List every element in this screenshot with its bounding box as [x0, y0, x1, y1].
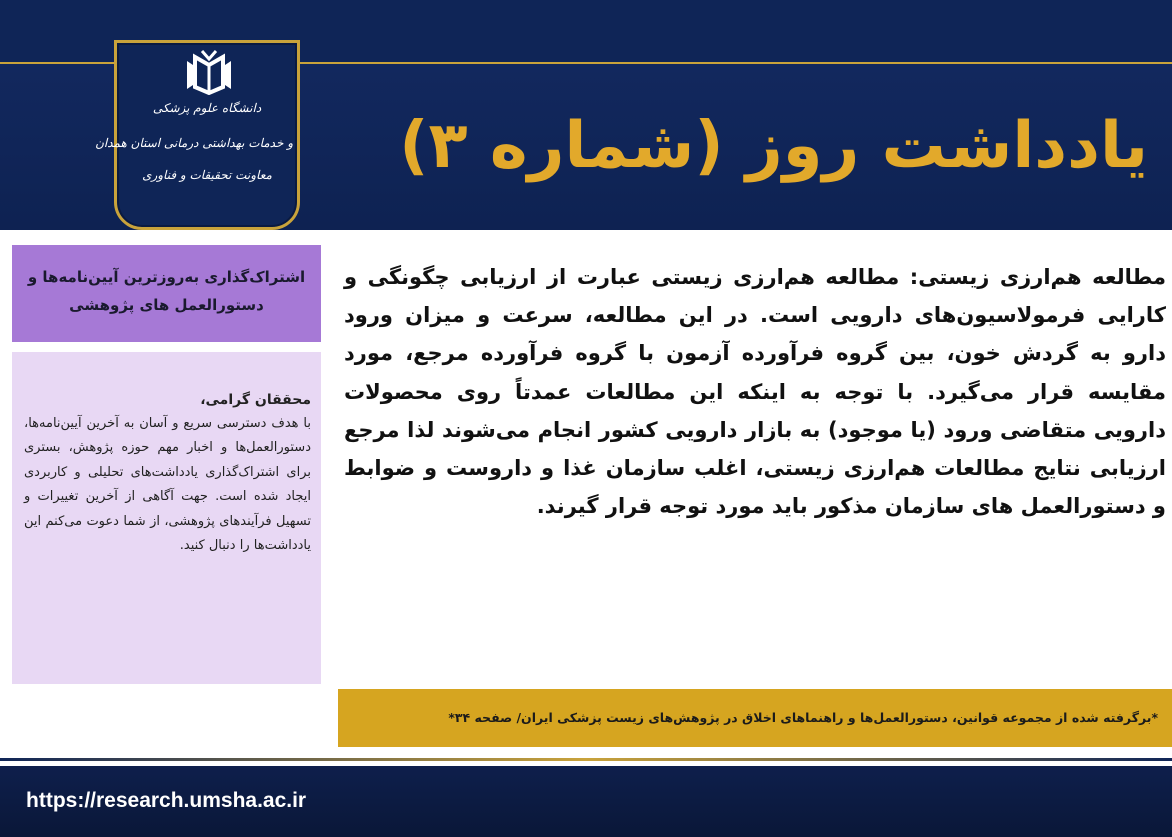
source-footnote: *برگرفته شده از مجموعه قوانین، دستورالعمل‌ها و راهنماهای اخلاق در پژوهش‌های زیست پزشکی ایران/ صفحه ۳۴*	[338, 689, 1172, 747]
footer-divider	[0, 758, 1172, 761]
sidebar-title: اشتراک‌گذاری به‌روزترین آیین‌نامه‌ها و دستورالعمل های پژوهشی	[12, 245, 321, 342]
logo-panel	[95, 40, 300, 230]
main-article-text: مطالعه هم‌ارزی زیستی: مطالعه هم‌ارزی زیستی عبارت از ارزیابی چگونگی و کارایی فرمولاسیون‌های دارویی است. در این مطالعه، سرعت و میزان ورود دارو به گردش خون، بین گروه فرآورده آزمون با گروه فرآورده مرجع، مورد مقایسه قرار می‌گیرد. با توجه به اینکه این مطالعات عمدتاً روی محصولات دارویی متقاضی ورود (یا موجود) به بازار دارویی کشور انجام می‌شوند لذا مرجع ارزیابی نتایج مطالعات هم‌ارزی زیستی، اغلب سازمان غذا و داروست و ضوابط و دستورالعمل های سازمان مذکور باید مورد توجه قرار گیرند.	[344, 265, 1166, 519]
sidebar-text: با هدف دسترسی سریع و آسان به آخرین آیین‌نامه‌ها، دستورالعمل‌ها و اخبار مهم حوزه پژوهش، بستری برای اشتراک‌گذاری یادداشت‌های تحلیلی و کاربردی ایجاد شده است. جهت آگاهی از آخرین تغییرات و تسهیل فرآیندهای پژوهشی، از شما دعوت می‌کنم این یادداشت‌ها را دنبال کنید.	[24, 416, 311, 554]
sidebar-body	[12, 352, 321, 684]
sidebar-greeting: محققان گرامی،	[200, 392, 311, 408]
logo-university-name: دانشگاه علوم پزشکی	[152, 101, 262, 115]
page-title: یادداشت روز (شماره ۳)	[399, 109, 1148, 183]
website-url-link[interactable]: https://research.umsha.ac.ir	[26, 789, 307, 812]
logo-university-subtitle: و خدمات بهداشتی درمانی استان همدان	[95, 136, 293, 150]
book-emblem-icon	[183, 49, 235, 95]
logo-department: معاونت تحقیقات و فناوری	[142, 168, 272, 182]
